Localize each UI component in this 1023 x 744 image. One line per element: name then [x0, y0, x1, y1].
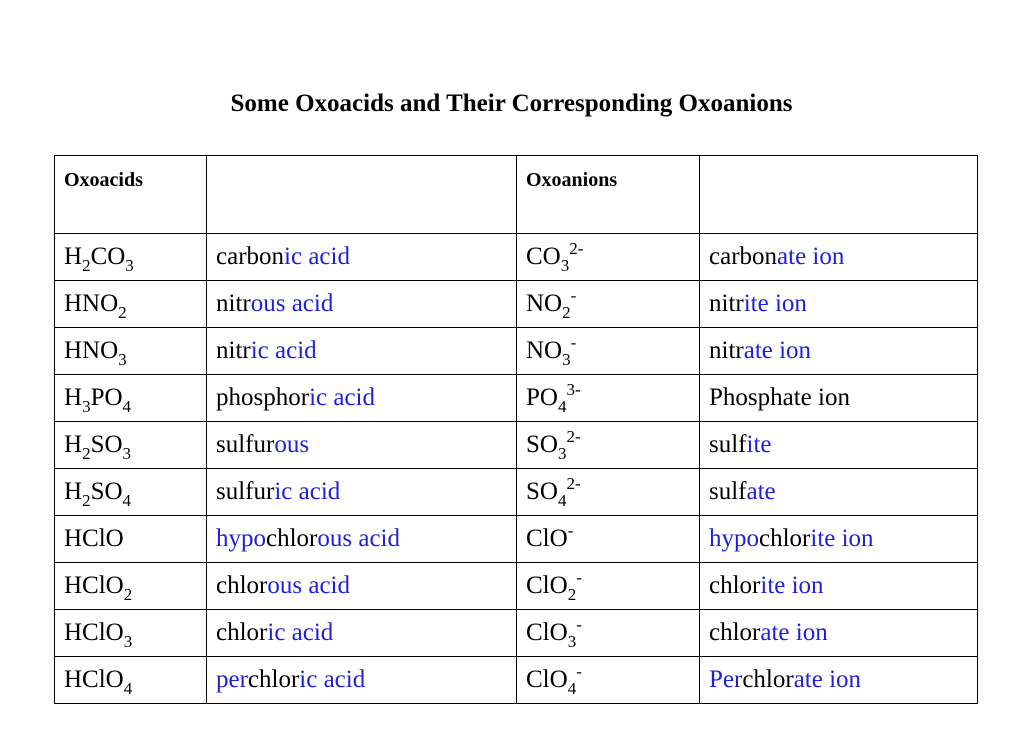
name-affix: ite ion — [743, 290, 807, 317]
subscript: 4 — [557, 397, 567, 416]
name-root: sulf — [709, 431, 747, 458]
table-row — [55, 563, 978, 610]
name-root: SO — [90, 478, 123, 505]
subscript: 2 — [118, 303, 127, 322]
name-root: H — [64, 384, 83, 411]
subscript: 4 — [122, 491, 132, 510]
charge-superscript: 2- — [566, 474, 581, 493]
name-root: carbon — [216, 243, 285, 270]
acid-name-cell — [207, 375, 517, 422]
acid-name-cell — [207, 516, 517, 563]
acid-formula-cell — [55, 281, 207, 328]
subscript: 3 — [118, 350, 127, 369]
subscript: 3 — [125, 256, 134, 275]
acid-name-cell — [207, 234, 517, 281]
name-root: HClO — [64, 619, 124, 646]
name-root: sulf — [709, 478, 747, 505]
anion-formula-cell — [517, 422, 700, 469]
name-root: CO — [526, 243, 561, 270]
name-affix: ous — [274, 431, 310, 458]
name-root: HNO — [64, 290, 119, 317]
acid-name-cell — [207, 328, 517, 375]
name-root: SO — [526, 431, 558, 458]
acid-formula-cell — [55, 375, 207, 422]
name-affix: ous acid — [250, 290, 334, 317]
name-root: chlor — [216, 619, 268, 646]
subscript: 4 — [123, 679, 133, 698]
name-affix: ic acid — [309, 384, 375, 411]
charge-superscript: - — [576, 662, 582, 681]
name-root: HClO — [64, 666, 124, 693]
table-row — [55, 469, 978, 516]
anion-formula-cell — [517, 563, 700, 610]
acid-formula-cell — [55, 657, 207, 704]
name-affix: ous acid — [267, 572, 350, 599]
name-root: SO — [90, 431, 123, 458]
charge-superscript: - — [570, 286, 577, 305]
acid-name-cell — [207, 422, 517, 469]
name-root: HClO — [64, 572, 124, 599]
name-affix: per — [216, 666, 248, 693]
name-root: chlor — [247, 666, 300, 693]
header-oxoacids: Oxoacids — [55, 156, 207, 234]
name-root: chlor — [759, 525, 811, 552]
subscript: 2 — [82, 256, 91, 275]
table-row — [55, 657, 978, 704]
name-affix: hypo — [709, 525, 759, 552]
name-root: ClO — [526, 525, 568, 552]
subscript: 3 — [123, 632, 133, 651]
name-affix: ite ion — [760, 572, 824, 599]
charge-superscript: 3- — [566, 380, 581, 399]
acid-formula-cell — [55, 563, 207, 610]
charge-superscript: - — [576, 568, 582, 587]
anion-name-cell — [700, 422, 978, 469]
acid-formula-cell — [55, 516, 207, 563]
name-root: HNO — [64, 337, 119, 364]
name-affix: hypo — [216, 525, 266, 552]
name-root: ClO — [526, 572, 568, 599]
subscript: 2 — [567, 585, 577, 604]
page-title: Some Oxoacids and Their Corresponding Oxoanions — [230, 90, 793, 117]
name-root: chlor — [216, 572, 268, 599]
name-root: nitr — [709, 290, 744, 317]
subscript: 3 — [560, 256, 570, 275]
name-root: sulfur — [216, 478, 275, 505]
anion-formula-cell — [517, 516, 700, 563]
name-root: chlor — [709, 572, 761, 599]
subscript: 4 — [567, 679, 577, 698]
charge-superscript: 2- — [569, 239, 584, 258]
anion-name-cell — [700, 328, 978, 375]
name-root: NO — [526, 337, 563, 364]
subscript: 2 — [123, 585, 133, 604]
charge-superscript: - — [570, 333, 577, 352]
acid-name-cell — [207, 610, 517, 657]
anion-formula-cell — [517, 281, 700, 328]
subscript: 2 — [82, 444, 91, 463]
name-affix: ite — [746, 431, 772, 458]
subscript: 3 — [557, 444, 567, 463]
name-root: H — [64, 478, 83, 505]
header-anion-name — [700, 156, 978, 234]
table-body — [55, 156, 978, 704]
anion-formula-cell — [517, 657, 700, 704]
charge-superscript: - — [576, 615, 582, 634]
oxoacids-table — [54, 155, 978, 704]
name-root: PO — [90, 384, 123, 411]
name-root: carbon — [709, 243, 778, 270]
anion-name-cell — [700, 516, 978, 563]
table-header-row — [55, 156, 978, 234]
subscript: 2 — [562, 303, 571, 322]
name-root: NO — [526, 290, 563, 317]
table-row — [55, 328, 978, 375]
header-acid-name — [207, 156, 517, 234]
name-root: HClO — [64, 525, 124, 552]
name-affix: ate — [746, 478, 776, 505]
acid-name-cell — [207, 563, 517, 610]
anion-formula-cell — [517, 469, 700, 516]
acid-name-cell — [207, 469, 517, 516]
name-affix: ic acid — [284, 243, 350, 270]
name-affix: Per — [709, 666, 743, 693]
anion-formula-cell — [517, 375, 700, 422]
acid-name-cell — [207, 281, 517, 328]
anion-name-cell — [700, 610, 978, 657]
name-affix: ic acid — [299, 666, 366, 693]
name-root: phosphor — [216, 384, 310, 411]
subscript: 2 — [82, 491, 91, 510]
name-root: chlor — [709, 619, 761, 646]
anion-formula-cell — [517, 610, 700, 657]
name-root: sulfur — [216, 431, 275, 458]
name-root: PO — [526, 384, 558, 411]
anion-name-cell — [700, 281, 978, 328]
table-row — [55, 234, 978, 281]
name-root: H — [64, 243, 83, 270]
anion-name-cell — [700, 375, 978, 422]
anion-formula-cell — [517, 234, 700, 281]
table-row — [55, 375, 978, 422]
acid-formula-cell — [55, 328, 207, 375]
table-row — [55, 516, 978, 563]
charge-superscript: - — [567, 521, 574, 540]
table-row — [55, 422, 978, 469]
name-root: nitr — [216, 290, 251, 317]
acid-formula-cell — [55, 469, 207, 516]
subscript: 3 — [82, 397, 91, 416]
name-affix: ic acid — [250, 337, 317, 364]
name-root: nitr — [709, 337, 744, 364]
anion-name-cell — [700, 469, 978, 516]
anion-name-cell — [700, 234, 978, 281]
acid-formula-cell — [55, 234, 207, 281]
name-affix: ate ion — [760, 619, 828, 646]
name-affix: ate ion — [793, 666, 862, 693]
acid-name-cell — [207, 657, 517, 704]
table-row — [55, 610, 978, 657]
table-row — [55, 281, 978, 328]
anion-formula-cell — [517, 328, 700, 375]
name-affix: ite ion — [810, 525, 874, 552]
anion-name-cell — [700, 657, 978, 704]
anion-name-cell — [700, 563, 978, 610]
name-root: ClO — [526, 619, 568, 646]
name-affix: ous acid — [317, 525, 400, 552]
name-root: nitr — [216, 337, 251, 364]
charge-superscript: 2- — [566, 427, 581, 446]
name-root: chlor — [742, 666, 794, 693]
name-root: CO — [90, 243, 126, 270]
acid-formula-cell — [55, 610, 207, 657]
name-root: SO — [526, 478, 558, 505]
subscript: 3 — [562, 350, 571, 369]
subscript: 4 — [122, 397, 132, 416]
subscript: 3 — [567, 632, 577, 651]
name-root: H — [64, 431, 83, 458]
name-root: ClO — [526, 666, 568, 693]
name-affix: ic acid — [267, 619, 334, 646]
subscript: 4 — [557, 491, 567, 510]
name-affix: ate ion — [743, 337, 812, 364]
name-affix: ic acid — [274, 478, 341, 505]
header-oxoanions: Oxoanions — [517, 156, 700, 234]
acid-formula-cell — [55, 422, 207, 469]
name-root: Phosphate ion — [709, 384, 850, 411]
name-affix: ate ion — [777, 243, 845, 270]
name-root: chlor — [266, 525, 318, 552]
subscript: 3 — [122, 444, 132, 463]
